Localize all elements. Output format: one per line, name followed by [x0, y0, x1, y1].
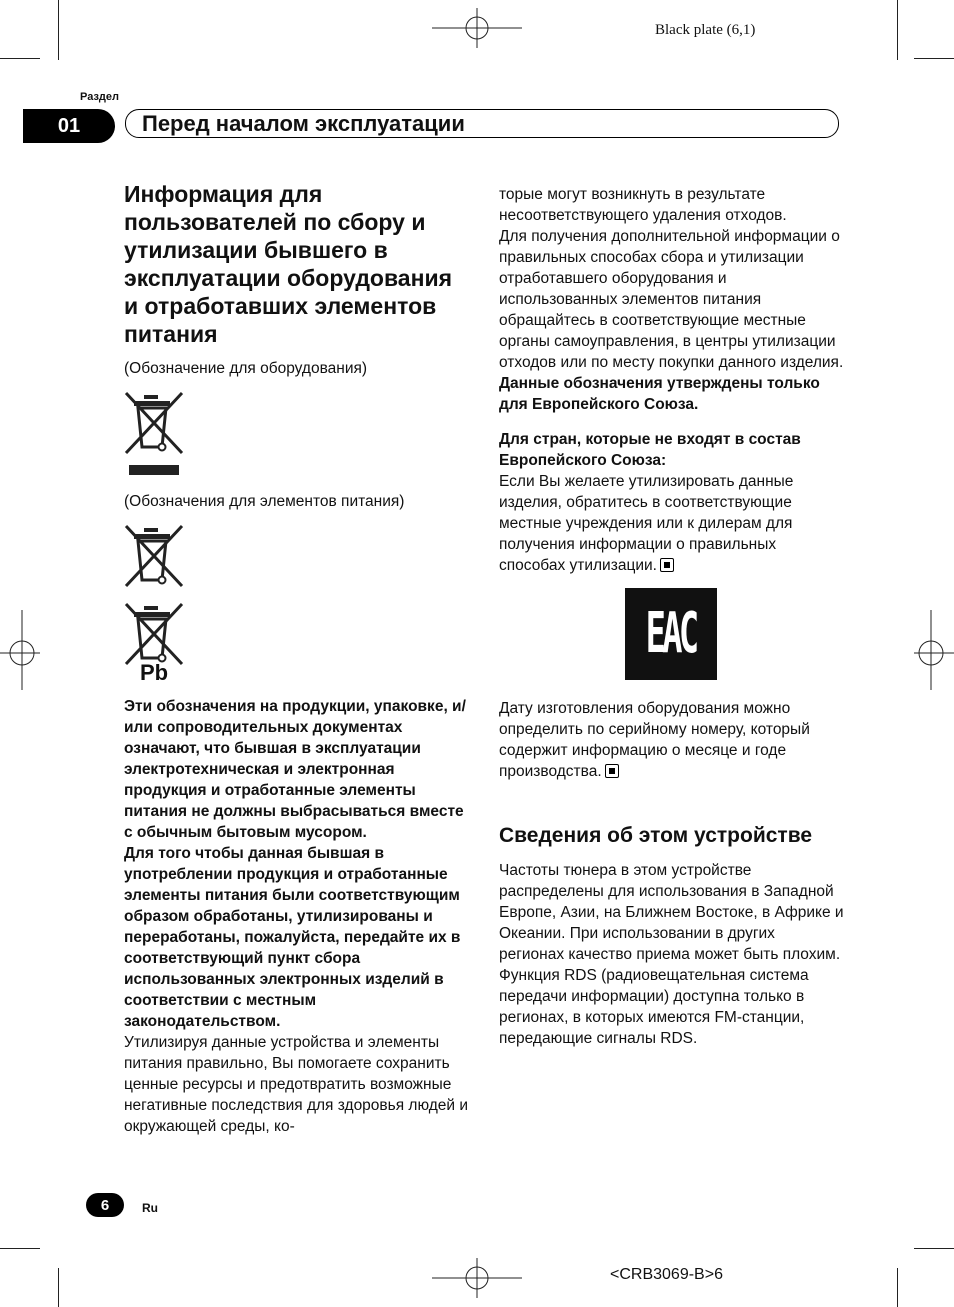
paragraph-manufacture-date [499, 698, 844, 782]
section-number-badge [23, 109, 115, 143]
caption-equipment: (Обозначение для оборудования) [124, 360, 368, 377]
paragraph-tuner-info: Частоты тюнера в этом устройстве распределены для использования в Западной Европе, Азии, на Ближнем Востоке, в Африке и Океании. При использовании в других регионах качество приема может быть плохим. Функция RDS (радиовещательная система передачи информации) доступна только в регионах, в которых имеются FM-станции, передающие сигналы RDS. [499, 862, 844, 1047]
paragraph-continuation: торые могут возникнуть в результате несоответствующего удаления отходов. [499, 186, 787, 224]
paragraph-non-eu [499, 471, 844, 576]
registration-target-left [0, 610, 40, 690]
registration-target-right [914, 610, 954, 690]
pb-label: Pb [140, 660, 169, 685]
crossed-bin-pb-icon [124, 602, 186, 666]
crop-mark [914, 1248, 954, 1249]
paragraph-collection-instruction: Для того чтобы данная бывшая в употреблении продукция и отработанные элементы питания были соответствующим образом обработаны, утилизированы и переработаны, пожалуйста, передайте их в соответствующий пункт сбора использованных электронных изделий в соответствии с местным законодательством. [124, 845, 461, 1030]
page-number-badge [86, 1193, 124, 1217]
chapter-title-bar [125, 109, 839, 138]
right-column [499, 184, 844, 1049]
left-column [124, 180, 469, 1137]
paragraph-eu-only: Данные обозначения утверждены только для Европейского Союза. [499, 375, 820, 413]
plate-label: Black plate (6,1) [655, 22, 756, 38]
crop-mark [897, 0, 898, 60]
language-code: Ru [142, 1201, 158, 1215]
paragraph-disposal-benefit: Утилизируя данные устройства и элементы питания правильно, Вы помогаете сохранить ценные ресурсы и предотвратить возможные негативные последствия для здоровья людей и окружающей среды, ко- [124, 1034, 469, 1135]
section-number: 01 [57, 114, 81, 137]
document-code: <CRB3069-B>6 [610, 1266, 723, 1283]
crossed-bin-pb-group [124, 602, 194, 688]
page-number: 6 [100, 1196, 110, 1214]
registration-target-top [432, 8, 522, 48]
crop-mark [0, 58, 40, 59]
paragraph-non-eu-text: Если Вы желаете утилизировать данные изделия, обратитесь в соответствующие местные учреждения или к дилерам для получения информации о правильных способах утилизации. [499, 473, 794, 574]
caption-batteries: (Обозначения для элементов питания) [124, 493, 405, 510]
crossed-bin-battery-icon [124, 524, 186, 588]
crop-mark [58, 0, 59, 60]
registration-target-bottom [432, 1258, 522, 1298]
section-heading-recycling: Информация для пользователей по сбору и утилизации бывшего в эксплуатации оборудования и отработавших элементов питания [124, 181, 453, 347]
crossed-bin-equipment-icon [124, 391, 186, 481]
crop-mark [0, 1248, 40, 1249]
chapter-title: Перед началом эксплуатации [142, 111, 465, 136]
crop-mark [897, 1268, 898, 1307]
eac-mark [625, 588, 717, 680]
section-heading-device: Сведения об этом устройстве [499, 824, 813, 847]
crop-mark [914, 58, 954, 59]
crop-mark [58, 1268, 59, 1307]
end-mark-icon [605, 764, 619, 778]
paragraph-more-info: Для получения дополнительной информации о правильных способах сбора и утилизации отработавшего оборудования и использованных элементов питания обращайтесь в соответствующие местные органы самоуправления, в центры утилизации отходов или по месту покупки данного изделия. [499, 228, 844, 371]
paragraph-manufacture-date-text: Дату изготовления оборудования можно определить по серийному номеру, который содержит информацию о месяце и годе производства. [499, 700, 810, 780]
paragraph-symbol-meaning: Эти обозначения на продукции, упаковке, и/или сопроводительных документах означают, что бывшая в эксплуатации электротехническая и электронная продукция и отработанные элементы питания не должны выбрасываться вместе с обычным бытовым мусором. [124, 698, 466, 841]
subheading-non-eu: Для стран, которые не входят в состав Европейского Союза: [499, 431, 801, 469]
eac-mark-text: EAC [646, 601, 696, 666]
section-label: Раздел [80, 91, 119, 103]
end-mark-icon [660, 558, 674, 572]
